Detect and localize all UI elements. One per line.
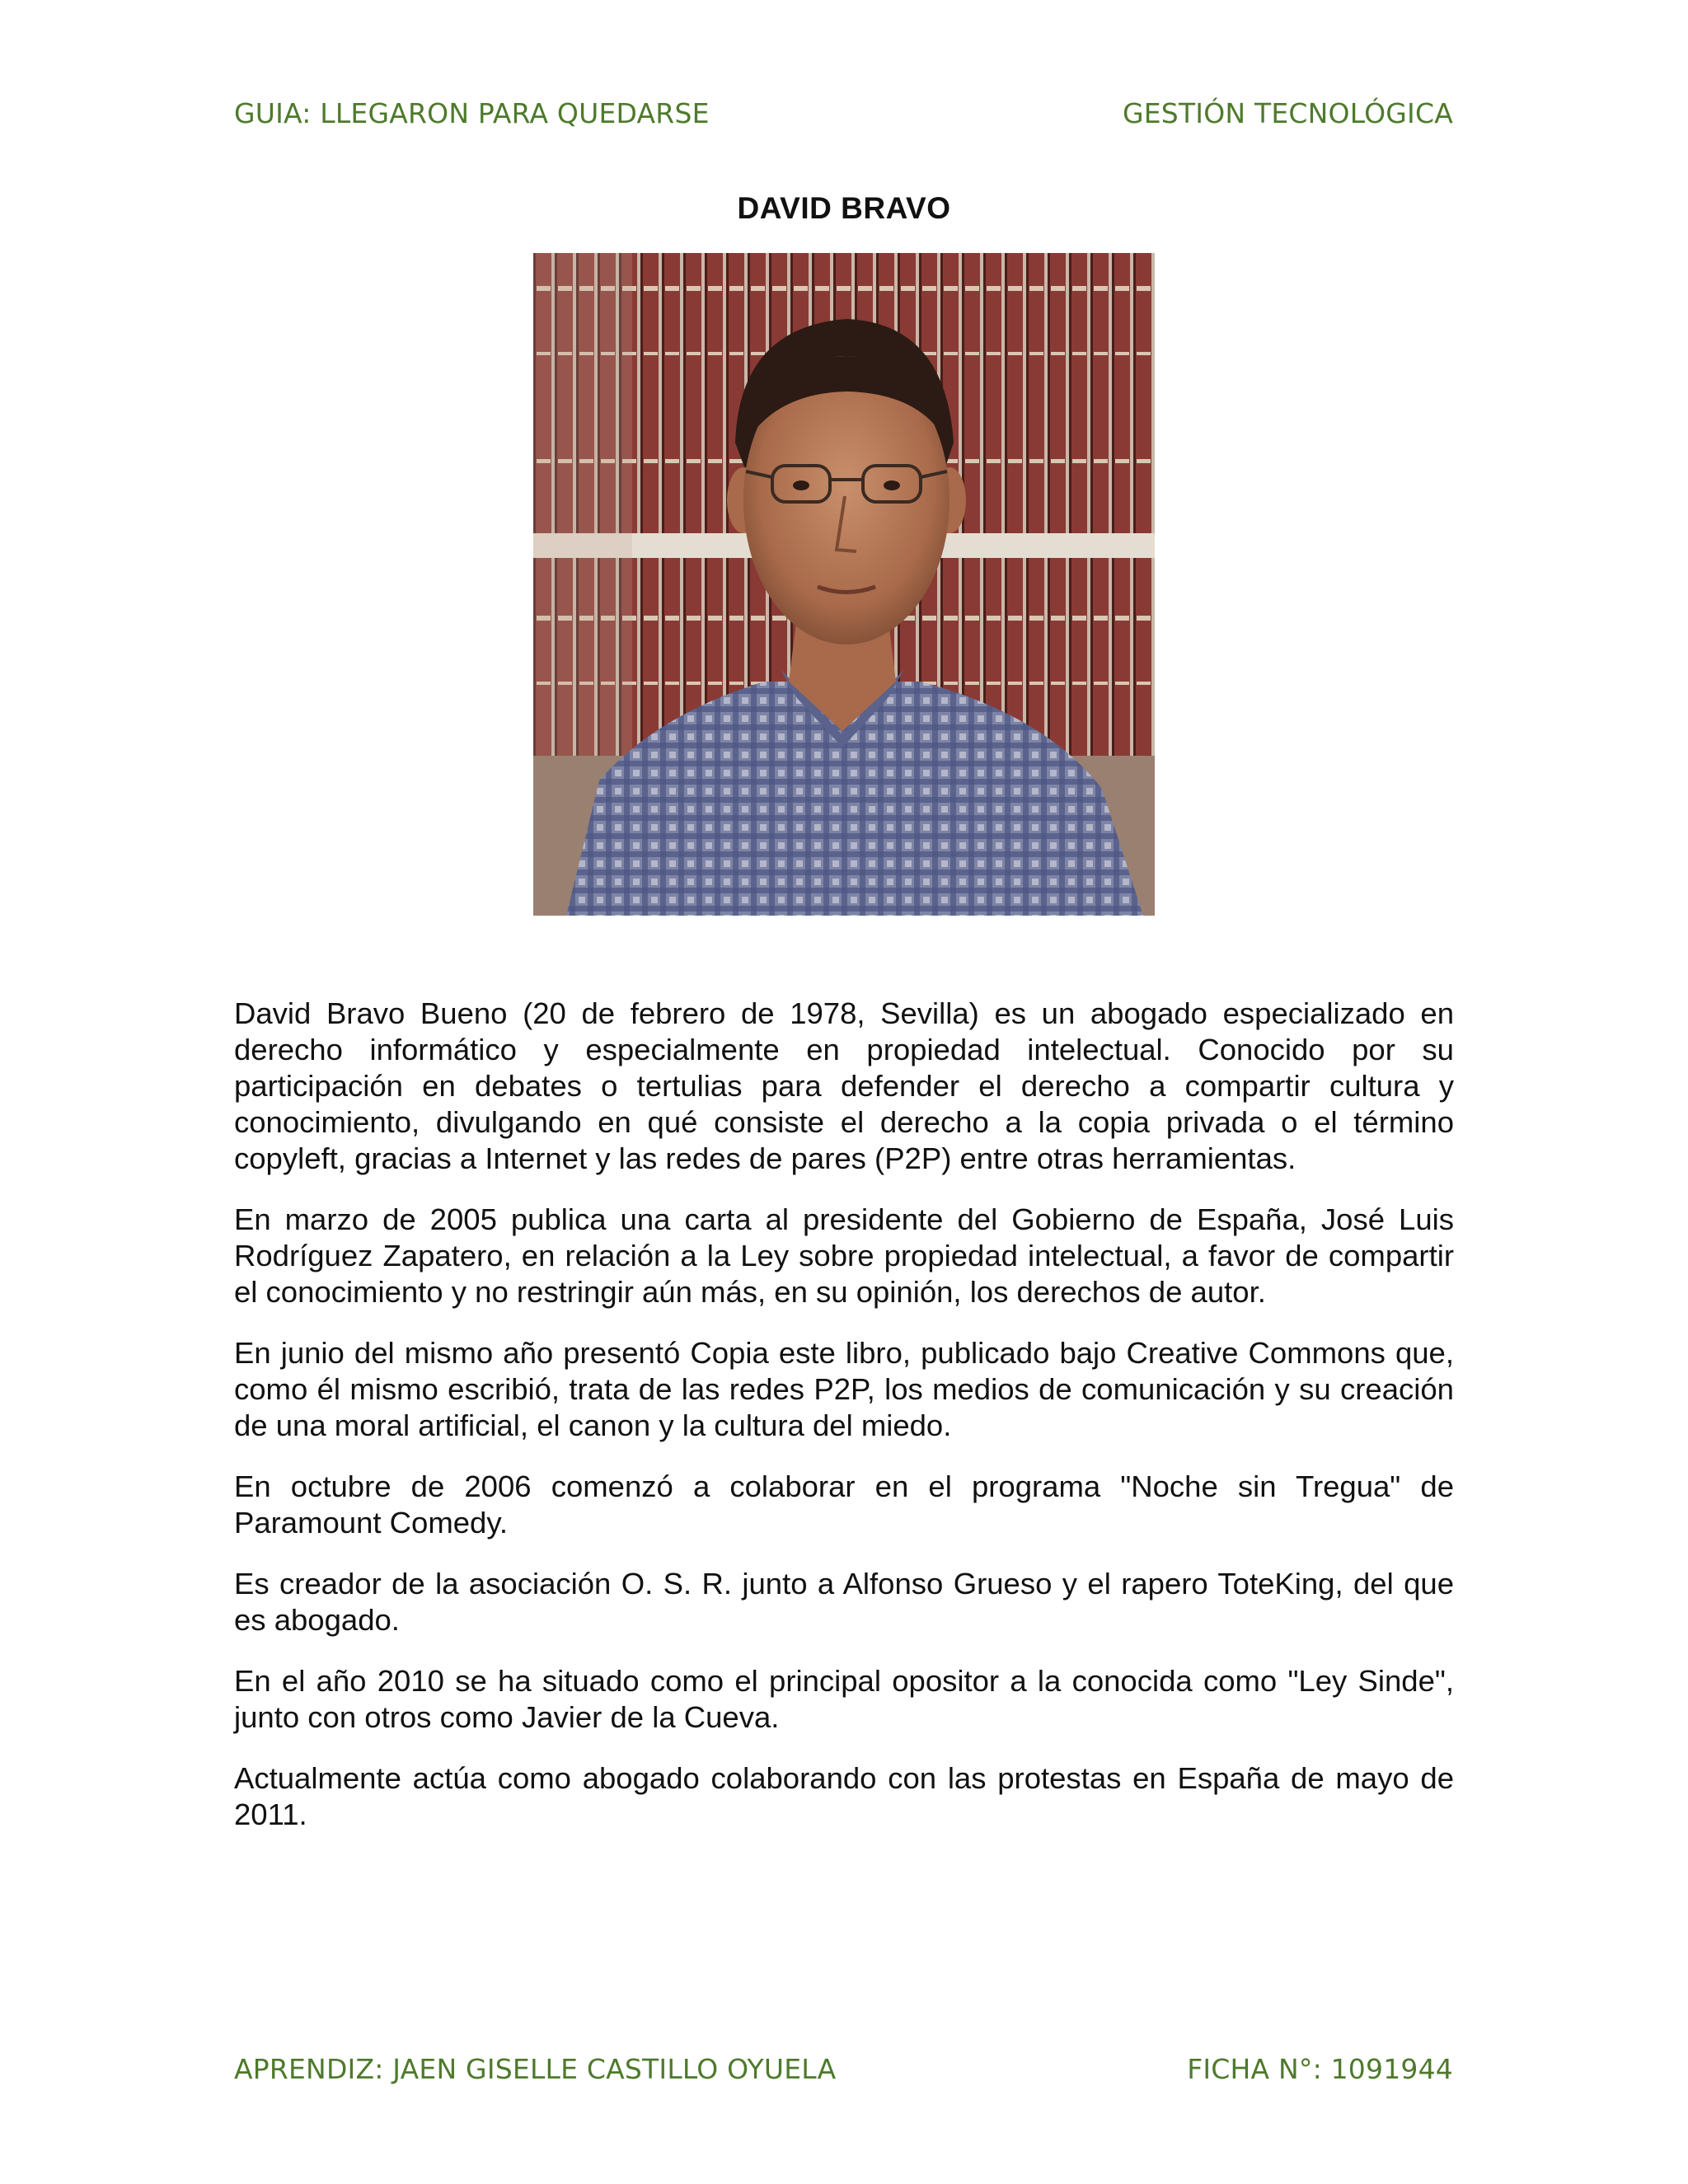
paragraph-intro: David Bravo Bueno (20 de febrero de 1978, Sevilla) es un abogado especializado en derecho informático y especialmente en propiedad intelectual. Conocido por su participación en debates o tertulias para defender el derecho a compartir cultura y conocimiento, divulgando en qué consiste el derecho a la copia privada o el término copyleft, gracias a Internet y las redes de pares (P2P) entre otras herramientas. xyxy=(234,996,1454,1175)
paragraph-letter-2005: En marzo de 2005 publica una carta al presidente del Gobierno de España, José Luis Rodríguez Zapatero, en relación a la Ley sobre propiedad intelectual, a favor de compartir el conocimiento y no restringir aún más, en su opinión, los derechos de autor. xyxy=(234,1202,1454,1309)
portrait-photo xyxy=(533,253,1155,916)
page-title: DAVID BRAVO xyxy=(737,191,951,225)
biography-body xyxy=(234,996,1454,1858)
paragraph-protests: Actualmente actúa como abogado colaborando con las protestas en España de mayo de 2011. xyxy=(234,1761,1454,1831)
paragraph-tv-program: En octubre de 2006 comenzó a colaborar en el programa "Noche sin Tregua" de Paramount Comedy. xyxy=(234,1469,1454,1540)
paragraph-ley-sinde: En el año 2010 se ha situado como el principal opositor a la conocida como "Ley Sinde", junto con otros como Javier de la Cueva. xyxy=(234,1664,1454,1734)
footer-record-number: FICHA N°: 1091944 xyxy=(1187,2053,1453,2085)
footer-author: APRENDIZ: JAEN GISELLE CASTILLO OYUELA xyxy=(234,2053,837,2085)
paragraph-association: Es creador de la asociación O. S. R. junto a Alfonso Grueso y el rapero ToteKing, del que es abogado. xyxy=(234,1567,1454,1637)
header-subject: GESTIÓN TECNOLÓGICA xyxy=(1122,97,1453,129)
portrait-photo-icon xyxy=(533,253,1155,916)
paragraph-book: En junio del mismo año presentó Copia este libro, publicado bajo Creative Commons que, como él mismo escribió, trata de las redes P2P, los medios de comunicación y su creación de una moral artificial, el canon y la cultura del miedo. xyxy=(234,1336,1454,1442)
header-guide-title: GUIA: LLEGARON PARA QUEDARSE xyxy=(234,97,710,129)
